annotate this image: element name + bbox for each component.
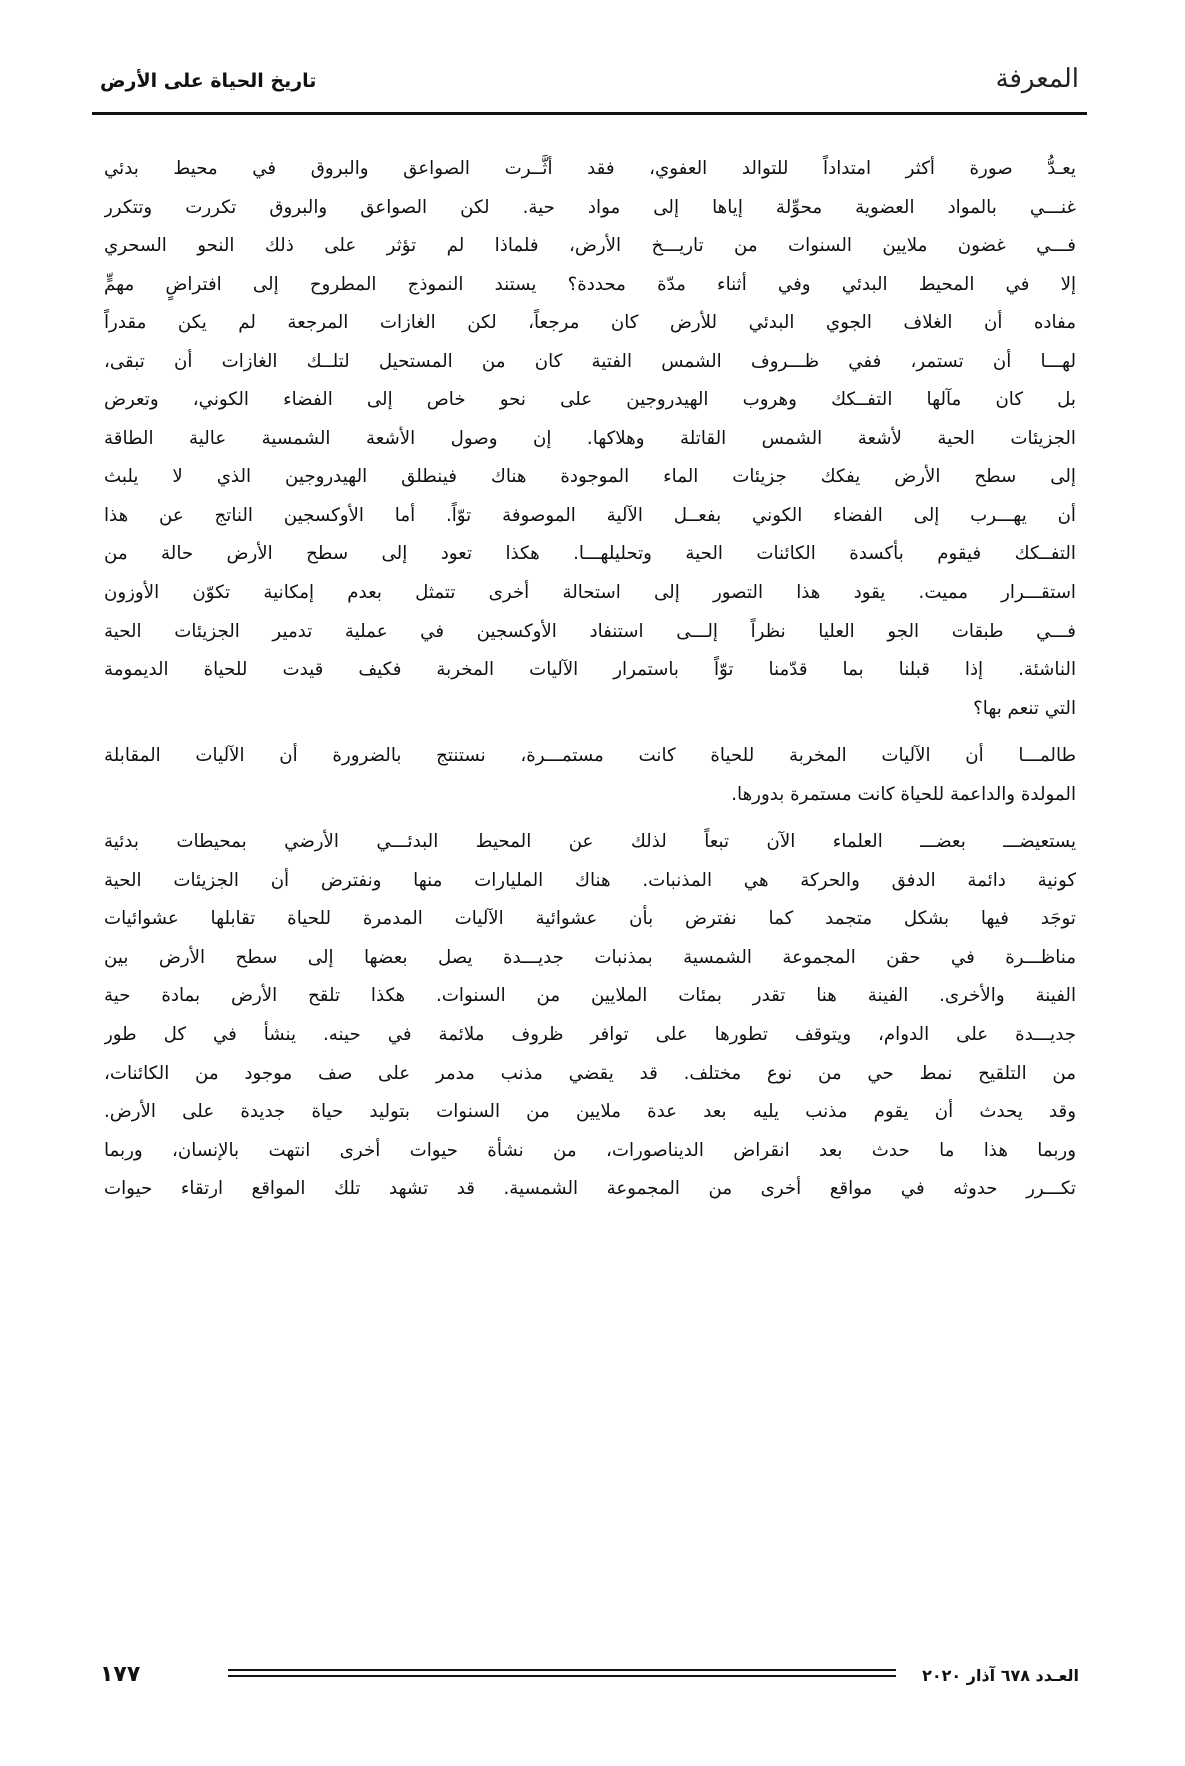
text-line: توجَد فيها بشكل متجمد كما نفترض بأن عشوائية الآليات المدمرة للحياة تقابلها عشوائيات: [104, 908, 1076, 930]
text-line: استقـــرار مميت. يقود هذا التصور إلى استحالة أخرى تتمثل بعدم إمكانية تكوّن الأوزون: [104, 582, 1076, 604]
text-line: وربما هذا ما حدث بعد انقراض الديناصورات، من نشأة حيوات أخرى انتهت بالإنسان، وربما: [104, 1139, 1076, 1161]
paragraph-spacer: [104, 728, 1076, 737]
text-line: الجزيئات الحية لأشعة الشمس القاتلة وهلاكها. إن وصول الأشعة الشمسية عالية الطاقة: [104, 427, 1076, 449]
paragraph-1: [104, 150, 1076, 728]
text-line: كونية دائمة الدفق والحركة هي المذنبات. هناك المليارات منها ونفترض أن الجزيئات الحية: [104, 869, 1076, 891]
article-body: [104, 150, 1076, 1209]
magazine-logo: [996, 64, 1079, 94]
text-line: من التلقيح نمط حي من نوع مختلف. قد يقضي مذنب مدمر على صف موجود من الكائنات،: [104, 1062, 1076, 1084]
header-divider: [92, 112, 1087, 115]
text-line: إلا في المحيط البدئي وفي أثناء مدّة محددة؟ يستند النموذج المطروح إلى افتراضٍ مهمٍّ: [104, 273, 1076, 295]
article-title: تاريخ الحياة على الأرض: [100, 70, 317, 92]
text-line: وقد يحدث أن يقوم مذنب يليه بعد عدة ملايين من السنوات بتوليد حياة جديدة على الأرض.: [104, 1101, 1076, 1123]
page-header: [92, 62, 1087, 108]
text-line: الناشئة. إذا قبلنا بما قدّمنا توّاً باستمرار الآليات المخربة فكيف قيدت للحياة الديمومة: [104, 659, 1076, 681]
text-line: التي تنعم بها؟: [973, 697, 1076, 719]
text-line: فـــي طبقات الجو العليا نظراً إلـــى استنفاد الأوكسجين في عملية تدمير الجزيئات الحية: [104, 620, 1076, 642]
paragraph-3: [104, 823, 1076, 1208]
text-line: طالمـــا أن الآليات المخربة للحياة كانت مستمـــرة، نستنتج بالضرورة أن الآليات المقابلة: [104, 745, 1076, 767]
text-line: إلى سطح الأرض يفكك جزيئات الماء الموجودة هناك فينطلق الهيدروجين الذي لا يلبث: [104, 466, 1076, 488]
text-line: يعـدُّ صورة أكثر امتداداً للتوالد العفوي، فقد أثَّــرت الصواعق والبروق في محيط بدئي: [104, 158, 1076, 179]
text-line: مناظـــرة في حقن المجموعة الشمسية بمذنبات جديـــدة يصل بعضها إلى سطح الأرض بين: [104, 946, 1076, 968]
text-line: فـــي غضون ملايين السنوات من تاريـــخ الأرض، فلماذا لم تؤثر على ذلك النحو السحري: [104, 235, 1076, 257]
text-line: مفاده أن الغلاف الجوي البدئي للأرض كان مرجعاً، لكن الغازات المرجعة لم يكن مقدراً: [104, 312, 1076, 334]
page-footer: [92, 1660, 1087, 1700]
text-line: أن يهـــرب إلى الفضاء الكوني بفعــل الآلية الموصوفة توّاً. أما الأوكسجين الناتج عن هذا: [104, 504, 1076, 526]
text-line: غنـــي بالمواد العضوية محوِّلة إياها إلى مواد حية. لكن الصواعق والبروق تكررت وتتكرر: [104, 196, 1076, 218]
paragraph-2: [104, 737, 1076, 814]
text-line: بل كان مآلها التفــكك وهروب الهيدروجين على نحو خاص إلى الفضاء الكوني، وتعرض: [104, 389, 1076, 411]
paragraph-spacer: [104, 814, 1076, 823]
text-line: لهـــا أن تستمر، ففي ظـــروف الشمس الفتية كان من المستحيل لتلــك الغازات أن تبقى،: [104, 350, 1076, 372]
text-line: جديـــدة على الدوام، ويتوقف تطورها على توافر ظروف ملائمة في حينه. ينشأ في كل طور: [104, 1024, 1076, 1046]
text-line: المولدة والداعمة للحياة كانت مستمرة بدورها.: [731, 783, 1076, 805]
text-line: تكـــرر حدوثه في مواقع أخرى من المجموعة الشمسية. قد تشهد تلك المواقع ارتقاء حيوات: [104, 1178, 1076, 1200]
page-number: ١٧٧: [100, 1662, 141, 1687]
text-line: التفــكك فيقوم بأكسدة الكائنات الحية وتحليلهـــا. هكذا تعود إلى سطح الأرض حالة من: [104, 543, 1076, 565]
text-line: يستعيضـــ بعضـــ العلماء الآن تبعاً لذلك عن المحيط البدئـــي الأرضي بمحيطات بدئية: [104, 831, 1076, 853]
text-line: الفينة والأخرى. الفينة هنا تقدر بمئات الملايين من السنوات. هكذا تلقح الأرض بمادة حية: [104, 985, 1076, 1007]
logo-text: المعرفة: [995, 64, 1079, 94]
issue-info: العـدد ٦٧٨ آذار ٢٠٢٠: [922, 1666, 1079, 1685]
